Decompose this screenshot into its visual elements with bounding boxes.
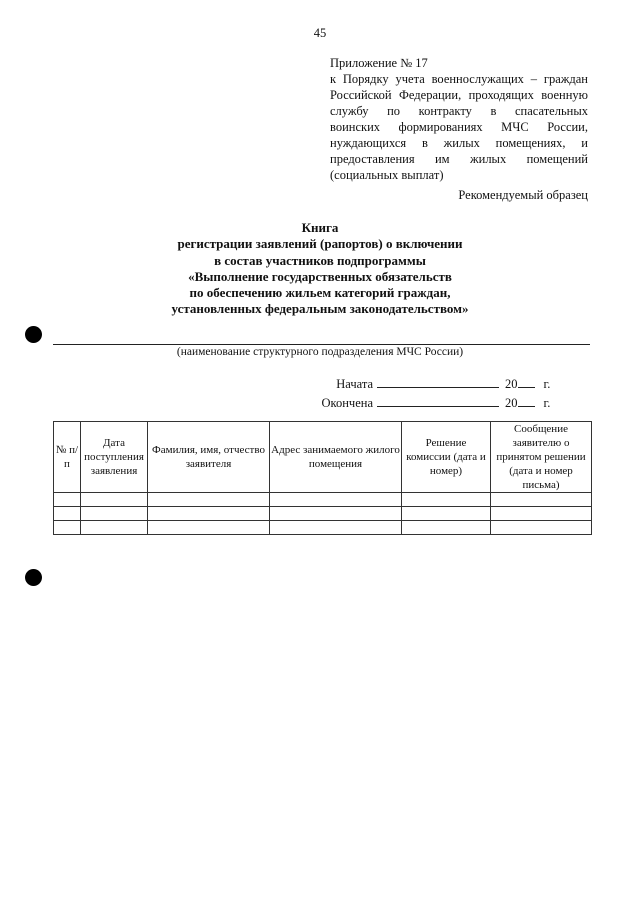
col-header-receipt-date: Дата поступления заявления xyxy=(81,422,148,493)
appendix-line: предоставления им жилых помещений xyxy=(330,152,588,166)
appendix-line: службу по контракту в спасательных xyxy=(330,104,588,118)
table-row xyxy=(54,521,592,535)
col-header-address: Адрес занимаемого жилого помещения xyxy=(270,422,402,493)
title-line: установленных федеральным законодательством» xyxy=(171,301,469,317)
table-cell xyxy=(491,507,592,521)
table-row xyxy=(54,507,592,521)
table-cell xyxy=(81,493,148,507)
year-blank xyxy=(518,394,535,407)
appendix-line: воинских формированиях МЧС России, xyxy=(330,120,588,134)
book-title xyxy=(0,220,640,318)
title-line: «Выполнение государственных обязательств xyxy=(188,268,452,284)
page-number: 45 xyxy=(313,26,327,40)
appendix-line: нуждающихся в жилых помещениях, и xyxy=(330,136,588,150)
col-header-number: № п/п xyxy=(54,422,81,493)
punch-hole xyxy=(25,326,42,343)
year-suffix: г. xyxy=(543,377,551,391)
start-date-blank xyxy=(377,375,499,388)
registration-table xyxy=(53,421,592,535)
title-line: регистрации заявлений (рапортов) о включении xyxy=(177,236,463,252)
table-cell xyxy=(491,493,592,507)
start-date-row xyxy=(303,375,550,392)
table-cell xyxy=(270,521,402,535)
sample-label: Рекомендуемый образец xyxy=(458,188,588,202)
table-cell xyxy=(402,507,491,521)
appendix-line: Российской Федерации, проходящих военную xyxy=(330,88,588,102)
table-cell xyxy=(491,521,592,535)
appendix-note xyxy=(330,55,588,183)
subdivision-caption: (наименование структурного подразделения МЧС России) xyxy=(176,346,464,358)
end-date-blank xyxy=(377,394,499,407)
appendix-line: (социальных выплат) xyxy=(330,168,444,182)
start-date-label: Начата xyxy=(336,377,373,391)
year-prefix: 20 xyxy=(505,396,518,410)
end-date-label: Окончена xyxy=(321,396,373,410)
table-cell xyxy=(81,521,148,535)
year-prefix: 20 xyxy=(505,377,518,391)
title-line: по обеспечению жильем категорий граждан, xyxy=(189,285,451,301)
title-line: Книга xyxy=(301,220,339,235)
year-blank xyxy=(518,375,535,388)
subdivision-name-line xyxy=(53,344,590,345)
col-header-notification: Сообщение заявителю о принятом решении (дата и номер письма) xyxy=(491,422,592,493)
table-cell xyxy=(148,521,270,535)
punch-hole xyxy=(25,569,42,586)
table-cell xyxy=(54,507,81,521)
appendix-line: Приложение № 17 xyxy=(330,56,428,70)
end-date-row xyxy=(303,394,550,411)
col-header-commission-decision: Решение комиссии (дата и номер) xyxy=(402,422,491,493)
title-line: в состав участников подпрограммы xyxy=(214,252,426,268)
table-cell xyxy=(270,507,402,521)
year-suffix: г. xyxy=(543,396,551,410)
appendix-line: к Порядку учета военнослужащих – граждан xyxy=(330,72,588,86)
table-cell xyxy=(148,507,270,521)
table-cell xyxy=(54,521,81,535)
table-cell xyxy=(402,521,491,535)
table-cell xyxy=(54,493,81,507)
table-cell xyxy=(148,493,270,507)
table-cell xyxy=(402,493,491,507)
table-header-row xyxy=(54,422,592,493)
table-cell xyxy=(81,507,148,521)
table-cell xyxy=(270,493,402,507)
col-header-applicant-name: Фамилия, имя, отчество заявителя xyxy=(148,422,270,493)
table-row xyxy=(54,493,592,507)
